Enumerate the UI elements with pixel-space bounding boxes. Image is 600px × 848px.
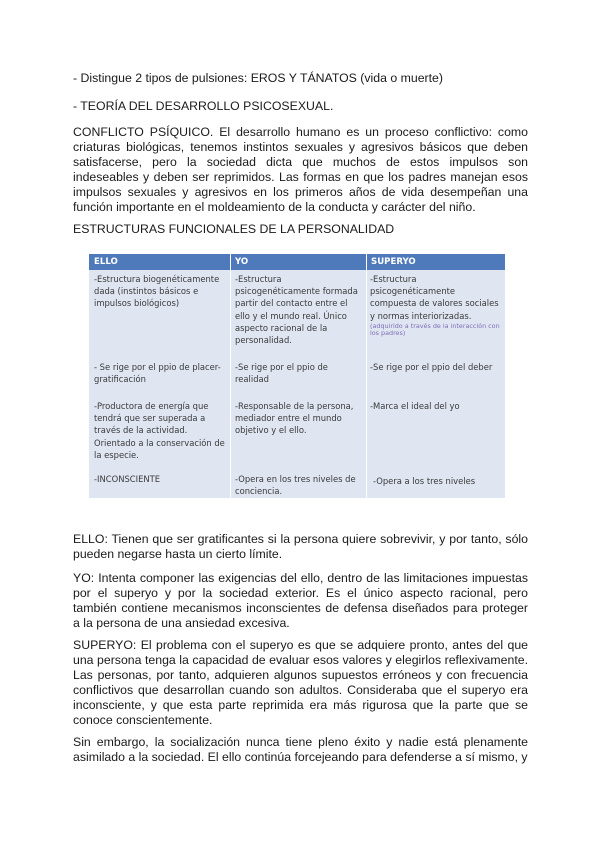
superyo-paragraph: SUPERYO: El problema con el superyo es que se adquiere pronto, antes del que una persona tenga la capacidad de evaluar esos valores y elegirlos reflexivamente. Las personas, por tanto, adquieren algunos supuestos erróneos y con frecuencia conflictivos que desarrollan cuando son adultos. Consideraba que el superyo era inconsciente, y que esta parte reprimida era más rigurosa que la parte que se conoce conscientemente. <box>73 638 528 727</box>
intro-pulsiones: - Distingue 2 tipos de pulsiones: EROS Y TÁNATOS (vida o muerte) <box>73 71 443 85</box>
estructuras-title: ESTRUCTURAS FUNCIONALES DE LA PERSONALIDAD <box>73 222 395 236</box>
superyo-cell-nivel: -Opera a los tres niveles <box>373 476 476 486</box>
yo-cell-estructura: -Estructura psicogenéticamente formada partir del contacto entre el ello y el mundo real. Único aspecto racional de la personalidad. <box>235 274 358 346</box>
ello-cell-energia: -Productora de energía que tendrá que ser superada a través de la actividad. Orientado a la conservación de la especie. <box>94 401 225 460</box>
yo-cell-nivel: -Opera en los tres niveles de conciencia. <box>235 474 356 497</box>
superyo-estructura-text: -Estructura psicogenéticamente compuesta de valores sociales y normas interiorizadas. <box>370 274 499 321</box>
superyo-cell-principio: -Se rige por el ppio del deber <box>370 362 493 372</box>
ello-paragraph: ELLO: Tienen que ser gratificantes si la persona quiere sobrevivir, y por tanto, sólo pueden negarse hasta un cierto límite. <box>73 532 528 561</box>
sin-embargo-paragraph: Sin embargo, la socialización nunca tiene pleno éxito y nadie está plenamente asimilado a la sociedad. El ello continúa forcejeando para defenderse a sí mismo, y <box>73 735 528 764</box>
intro-teoria: - TEORÍA DEL DESARROLLO PSICOSEXUAL. <box>73 99 334 113</box>
header-yo: YO <box>235 257 249 267</box>
yo-paragraph: YO: Intenta componer las exigencias del ello, dentro de las limitaciones impuestas por el superyo y por la sociedad exterior. Es el único aspecto racional, pero también contiene mecanismos inconscientes de defensa diseñados para proteger a la persona de una ansiedad excesiva. <box>73 571 528 630</box>
yo-cell-principio: -Se rige por el ppio de realidad <box>235 362 328 385</box>
ello-cell-estructura: -Estructura biogenéticamente dada (instintos básicos e impulsos biológicos) <box>94 274 220 309</box>
conflicto-paragraph: CONFLICTO PSÍQUICO. El desarrollo humano es un proceso conflictivo: como criaturas biológicas, tenemos instintos sexuales y agresivos básicos que deben satisfacerse, pero la sociedad dicta que muchos de estos impulsos son indeseables y deben ser reprimidos. Las formas en que los padres manejan esos impulsos sexuales y agresivos en los primeros años de vida desempeñan una función importante en el moldeamiento de la conducta y carácter del niño. <box>73 125 528 214</box>
superyo-cell-estructura <box>370 273 502 338</box>
estructuras-table <box>89 254 505 498</box>
ello-cell-nivel: -INCONSCIENTE <box>94 474 161 484</box>
column-divider <box>366 254 367 498</box>
header-ello: ELLO <box>94 257 118 267</box>
ello-cell-principio: - Se rige por el ppio de placer-gratificación <box>94 362 221 385</box>
yo-cell-mediador: -Responsable de la persona, mediador entre el mundo objetivo y el ello. <box>235 401 354 436</box>
superyo-estructura-note: (adquirido a través de la interacción con los padres) <box>370 321 500 338</box>
column-divider <box>230 254 231 498</box>
superyo-cell-ideal: -Marca el ideal del yo <box>370 401 460 411</box>
header-superyo: SUPERYO <box>371 257 416 267</box>
